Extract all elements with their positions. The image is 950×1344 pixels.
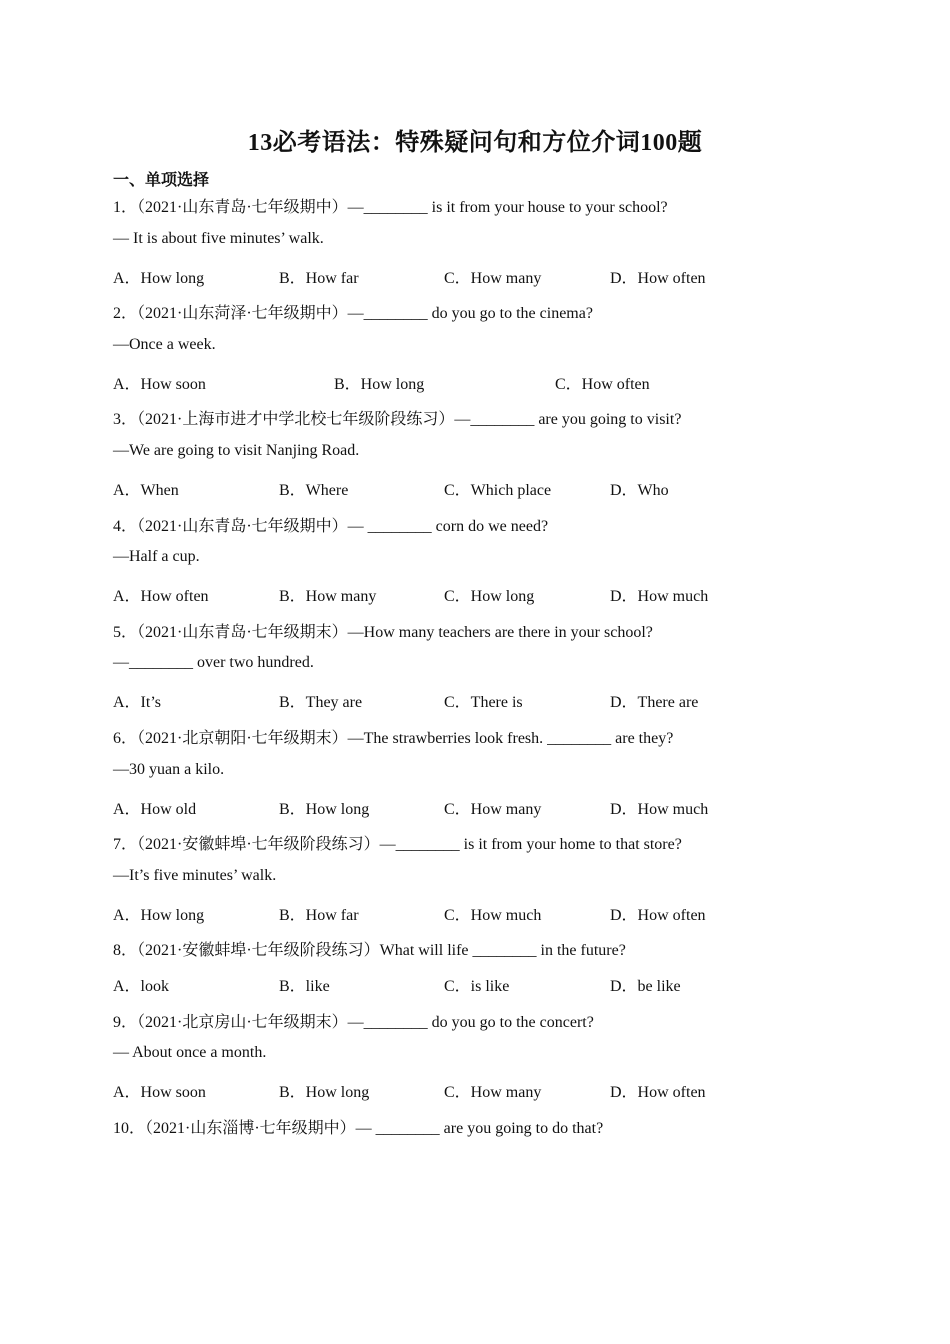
question-3-stem: 3．（2021·上海市进才中学北校七年级阶段练习）—________ are you going to visit?: [113, 411, 682, 428]
question-1-option-d: D．How often: [610, 270, 706, 287]
question-7-option-c: C．How much: [444, 907, 542, 924]
question-1-option-c: C．How many: [444, 270, 542, 287]
question-9-option-b: B．How long: [279, 1084, 370, 1101]
question-7-option-a: A．How long: [113, 907, 205, 924]
question-1-option-b: B．How far: [279, 270, 359, 287]
question-5-option-a: A．It’s: [113, 694, 162, 711]
question-5-answer-line: —________ over two hundred.: [113, 654, 314, 671]
question-6-option-c: C．How many: [444, 801, 542, 818]
question-5-option-d: D．There are: [610, 694, 699, 711]
question-4-answer-line: —Half a cup.: [113, 548, 200, 565]
question-10-stem: 10．（2021·山东淄博·七年级期中）— ________ are you going to do that?: [113, 1120, 604, 1137]
question-6-option-a: A．How old: [113, 801, 197, 818]
question-4-option-d: D．How much: [610, 588, 709, 605]
question-8-option-d: D．be like: [610, 978, 681, 995]
question-9-option-d: D．How often: [610, 1084, 706, 1101]
question-2-answer-line: —Once a week.: [113, 336, 216, 353]
question-9-answer-line: — About once a month.: [113, 1044, 267, 1061]
question-3-option-b: B．Where: [279, 482, 349, 499]
page-title: 13必考语法：特殊疑问句和方位介词100题: [247, 130, 703, 156]
question-5-option-c: C．There is: [444, 694, 523, 711]
question-7-stem: 7．（2021·安徽蚌埠·七年级阶段练习）—________ is it from your home to that store?: [113, 836, 682, 853]
question-4-option-c: C．How long: [444, 588, 535, 605]
question-1-answer-line: — It is about five minutes’ walk.: [113, 230, 324, 247]
question-7-option-d: D．How often: [610, 907, 706, 924]
question-9-stem: 9．（2021·北京房山·七年级期末）—________ do you go to the concert?: [113, 1014, 594, 1031]
question-7-answer-line: —It’s five minutes’ walk.: [113, 867, 277, 884]
question-2-option-c: C．How often: [555, 376, 650, 393]
question-1-stem: 1．（2021·山东青岛·七年级期中）—________ is it from your house to your school?: [113, 199, 668, 216]
question-8-option-b: B．like: [279, 978, 330, 995]
question-1-option-a: A．How long: [113, 270, 205, 287]
section-heading: 一、单项选择: [113, 172, 210, 189]
question-2-option-b: B．How long: [334, 376, 425, 393]
question-9-option-c: C．How many: [444, 1084, 542, 1101]
question-3-option-c: C．Which place: [444, 482, 552, 499]
question-9-option-a: A．How soon: [113, 1084, 206, 1101]
question-4-stem: 4．（2021·山东青岛·七年级期中）— ________ corn do we need?: [113, 518, 549, 535]
question-8-option-c: C．is like: [444, 978, 510, 995]
question-3-option-a: A．When: [113, 482, 179, 499]
question-5-option-b: B．They are: [279, 694, 363, 711]
question-5-stem: 5．（2021·山东青岛·七年级期末）—How many teachers are there in your school?: [113, 624, 653, 641]
question-6-option-d: D．How much: [610, 801, 709, 818]
question-7-option-b: B．How far: [279, 907, 359, 924]
question-8-stem: 8．（2021·安徽蚌埠·七年级阶段练习）What will life ________ in the future?: [113, 942, 626, 959]
question-6-stem: 6．（2021·北京朝阳·七年级期末）—The strawberries look fresh. ________ are they?: [113, 730, 674, 747]
question-3-option-d: D．Who: [610, 482, 669, 499]
question-4-option-a: A．How often: [113, 588, 209, 605]
question-2-stem: 2．（2021·山东菏泽·七年级期中）—________ do you go to the cinema?: [113, 305, 593, 322]
question-6-answer-line: —30 yuan a kilo.: [113, 761, 225, 778]
question-8-option-a: A．look: [113, 978, 170, 995]
question-4-option-b: B．How many: [279, 588, 377, 605]
question-2-option-a: A．How soon: [113, 376, 206, 393]
question-6-option-b: B．How long: [279, 801, 370, 818]
question-3-answer-line: —We are going to visit Nanjing Road.: [113, 442, 360, 459]
